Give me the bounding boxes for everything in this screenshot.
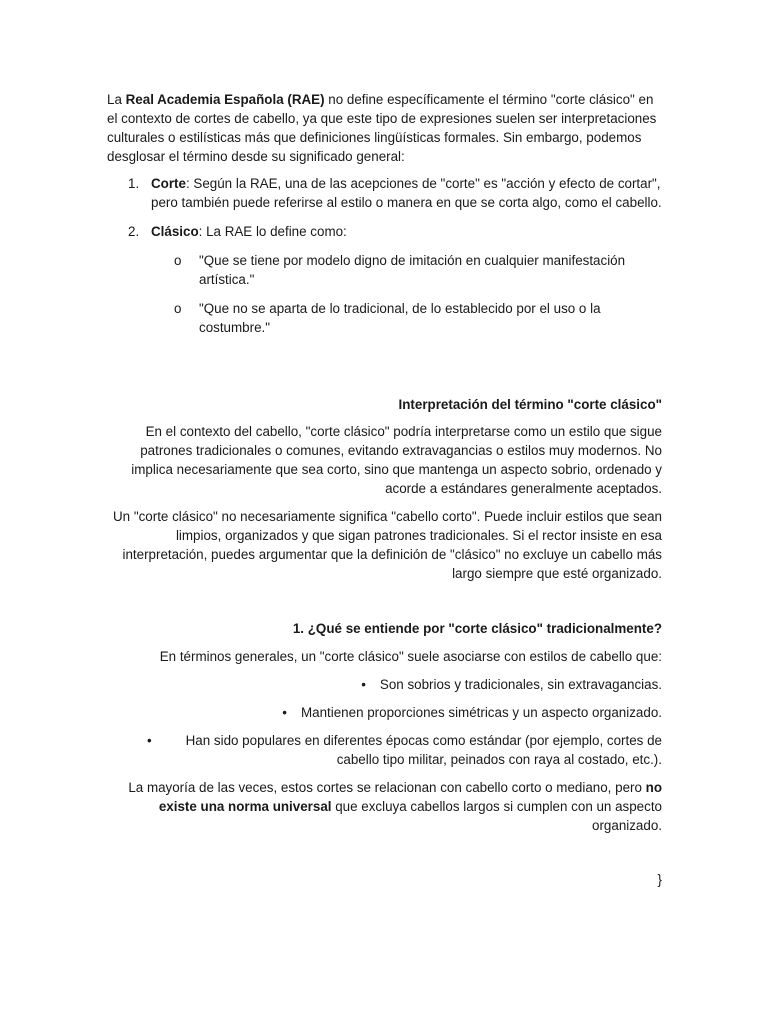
closing-bold-text: no existe una norma universal [158,780,662,814]
bullet-marker: • [147,733,152,748]
definition-corte: : Según la RAE, una de las acepciones de "corte" es "acción y efecto de cortar", pero también puede referirse al estilo o manera en que se corta algo, como el cabello. [151,176,662,210]
term-clasico: Clásico [151,224,199,239]
bullet-text: Son sobrios y tradicionales, sin extravagancias. [379,677,662,692]
definition-clasico: : La RAE lo define como: [198,224,347,239]
section-heading-tradicional: 1. ¿Qué se entiende por "corte clásico" tradicionalmente? [292,621,662,636]
term-corte: Corte [151,176,186,191]
closing-text: La mayoría de las veces, estos cortes se relacionan con cabello corto o mediano, pero [128,780,646,795]
numbered-item-corte [107,174,662,212]
intro-paragraph [107,90,662,166]
sub-list-marker: o [174,301,182,316]
intro-prefix: La [107,92,126,107]
list-number: 2. [128,224,140,239]
sub-list-text: "Que no se aparta de lo tradicional, de lo establecido por el uso o la costumbre." [199,301,601,335]
closing-text-end: que excluya cabellos largos si cumplen con un aspecto organizado. [331,799,662,833]
bullet-marker: • [282,705,287,720]
intro-text: no define específicamente el término "corte clásico" en el contexto de cortes de cabello, ya que este tipo de expresiones suelen ser interpretaciones culturales o estilísticas más que definiciones lingüísticas formales. Sin embargo, podemos desglosar el término desde su significado general: [107,92,657,164]
numbered-item-clasico [107,222,662,241]
document-page [107,90,662,889]
interpretation-paragraph-2: Un "corte clásico" no necesariamente significa "cabello corto". Puede incluir estilos que sean limpios, organizados y que sigan patrones tradicionales. Si el rector insiste en esa interpretación, puedes argumentar que la definición de "clásico" no excluye un cabello más largo siempre que esté organizado. [113,509,662,581]
interpretation-paragraph-1: En el contexto del cabello, "corte clásico" podría interpretarse como un estilo que sigue patrones tradicionales o comunes, evitando extravagancias o estilos muy modernos. No implica necesariamente que sea corto, sino que mantenga un aspecto sobrio, ordenado y acorde a estándares generalmente aceptados. [131,424,662,496]
section-heading-interpretacion: Interpretación del término "corte clásico" [398,397,662,412]
section-lead-paragraph: En términos generales, un "corte clásico" suele asociarse con estilos de cabello que: [159,649,662,664]
intro-bold-rae: Real Academia Española (RAE) [125,92,325,107]
closing-paragraph [107,778,662,835]
list-number: 1. [128,176,140,191]
bullet-text: Han sido populares en diferentes épocas como estándar (por ejemplo, cortes de cabello tipo militar, peinados con raya al costado, etc.). [185,733,662,767]
bullet-marker: • [361,677,366,692]
closing-brace: } [657,872,662,887]
bullet-item [107,675,662,694]
bullet-text: Mantienen proporciones simétricas y un aspecto organizado. [300,705,662,720]
sub-list-item [107,299,662,337]
sub-list-item [107,251,662,289]
bullet-item [107,731,662,769]
bullet-item [107,703,662,722]
sub-list-marker: o [174,253,182,268]
sub-list-text: "Que se tiene por modelo digno de imitación en cualquier manifestación artística." [199,253,626,287]
